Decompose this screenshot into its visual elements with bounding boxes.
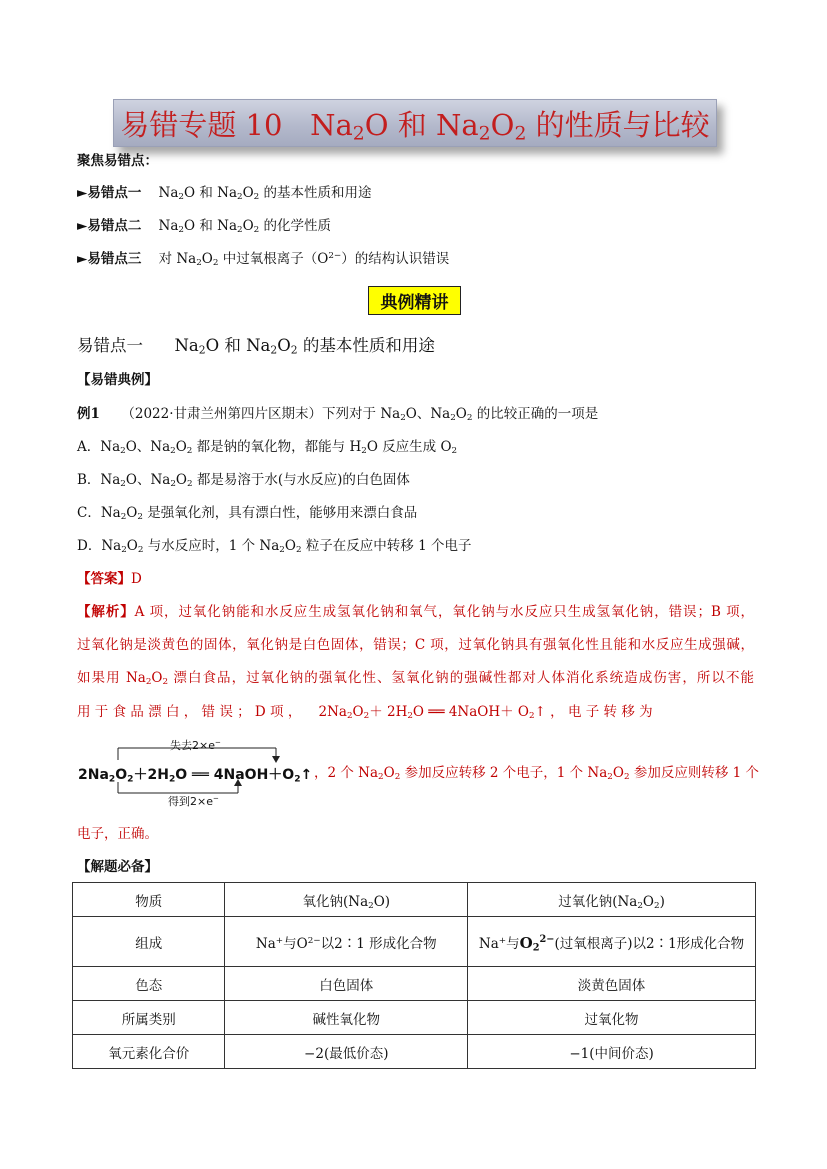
title-banner: [113, 99, 717, 147]
table-header-row: [73, 883, 756, 917]
essentials-tag: 【解题必备】: [77, 859, 158, 875]
analysis-line-4: 用 于 食 品 漂 白 ， 错 误 ； D 项 ， $2Na_2O_2+ 2H_2O$ ══ 4NaOH＋ $O_2↑$ ， 电 子 转 移 为: [77, 704, 653, 722]
eq-formula: $2Na_2O_2+2H_2O$ ══ $4NaOH+O_2↑$: [78, 767, 313, 785]
section-heading: 易错点一 $Na_2O$ 和 $Na_2O_2$ 的基本性质和用途: [77, 336, 435, 357]
cell-value: 淡黄色固体: [468, 967, 756, 1001]
table-row: [73, 917, 756, 967]
focus-item-1: ►易错点一 $Na_2O$ 和 $Na_2O_2$ 的基本性质和用途: [77, 185, 372, 203]
header-substance: 物质: [73, 883, 225, 917]
example-tag: 【易错典例】: [77, 372, 158, 388]
cell-value: 过氧化物: [468, 1001, 756, 1035]
answer: 【答案】D: [77, 571, 142, 587]
cell-value: 碱性氧化物: [225, 1001, 468, 1035]
row-label: 组成: [73, 917, 225, 967]
analysis-line-1: 【解析】A 项，过氧化钠能和水反应生成氢氧化钠和氧气，氧化钠与水反应只生成氢氧化钠，错误；B 项，: [77, 604, 754, 620]
row-label: 氧元素化合价: [73, 1035, 225, 1069]
page-title: 易错专题 10 $Na_2O$ 和 $Na_2O_2$ 的性质与比较: [120, 107, 710, 145]
properties-table: [72, 882, 756, 1069]
eq-lost-label: 失去2×e−: [170, 737, 221, 752]
analysis-line-2: 过氧化钠是淡黄色的固体，氧化钠是白色固体，错误；C 项，过氧化钠具有强氧化性且能和水反应生成强碱，: [77, 637, 754, 653]
focus-item-2: ►易错点二 $Na_2O$ 和 $Na_2O_2$ 的化学性质: [77, 218, 332, 236]
option-b: B．$Na_2O$、$Na_2O_2$ 都是易溶于水(与水反应)的白色固体: [77, 472, 410, 490]
cell-value: 白色固体: [225, 967, 468, 1001]
table-row: [73, 1001, 756, 1035]
header-sodium-peroxide: 过氧化钠$(Na_2O_2)$: [468, 883, 756, 917]
analysis-line-6: 电子，正确。: [77, 826, 158, 842]
option-d: D．$Na_2O_2$ 与水反应时，1 个 $Na_2O_2$ 粒子在反应中转移 1 个电子: [77, 538, 472, 556]
row-label: 所属类别: [73, 1001, 225, 1035]
analysis-after-eq: ，2 个 $Na_2O_2$ 参加反应转移 2 个电子，1 个 $Na_2O_2$ 参加反应则转移 1 个: [314, 765, 759, 783]
row-label: 色态: [73, 967, 225, 1001]
cell-value: −1(中间价态): [468, 1035, 756, 1069]
section-chip: 典例精讲: [368, 286, 461, 315]
option-c: C．$Na_2O_2$ 是强氧化剂，具有漂白性，能够用来漂白食品: [77, 505, 418, 523]
example-question: 例1 （2022·甘肃兰州第四片区期末）下列对于 $Na_2O$、$Na_2O_2$ 的比较正确的一项是: [77, 406, 599, 424]
analysis-line-3: 如果用 $Na_2O_2$ 漂白食品，过氧化钠的强氧化性、氢氧化钠的强碱性都对人体消化系统造成伤害，所以不能: [77, 670, 755, 688]
table-row: [73, 1035, 756, 1069]
focus-heading: 聚焦易错点：: [77, 153, 158, 169]
header-sodium-oxide: 氧化钠$(Na_2O)$: [225, 883, 468, 917]
focus-item-3: ►易错点三 对 $Na_2O_2$ 中过氧根离子$(O^{2-})$的结构认识错误: [77, 250, 450, 269]
cell-composition-peroxide: Na+与$O_2^{2-}$(过氧根离子)以2∶1形成化合物: [468, 917, 756, 967]
cell-value: −2(最低价态): [225, 1035, 468, 1069]
option-a: A．$Na_2O$、$Na_2O_2$ 都是钠的氧化物，都能与 $H_2O$ 反应生成 $O_2$: [77, 439, 458, 457]
table-row: [73, 967, 756, 1001]
cell-composition-oxide: Na+与$O^{2-}$以2∶1 形成化合物: [225, 917, 468, 967]
eq-gained-label: 得到2×e−: [168, 793, 219, 808]
